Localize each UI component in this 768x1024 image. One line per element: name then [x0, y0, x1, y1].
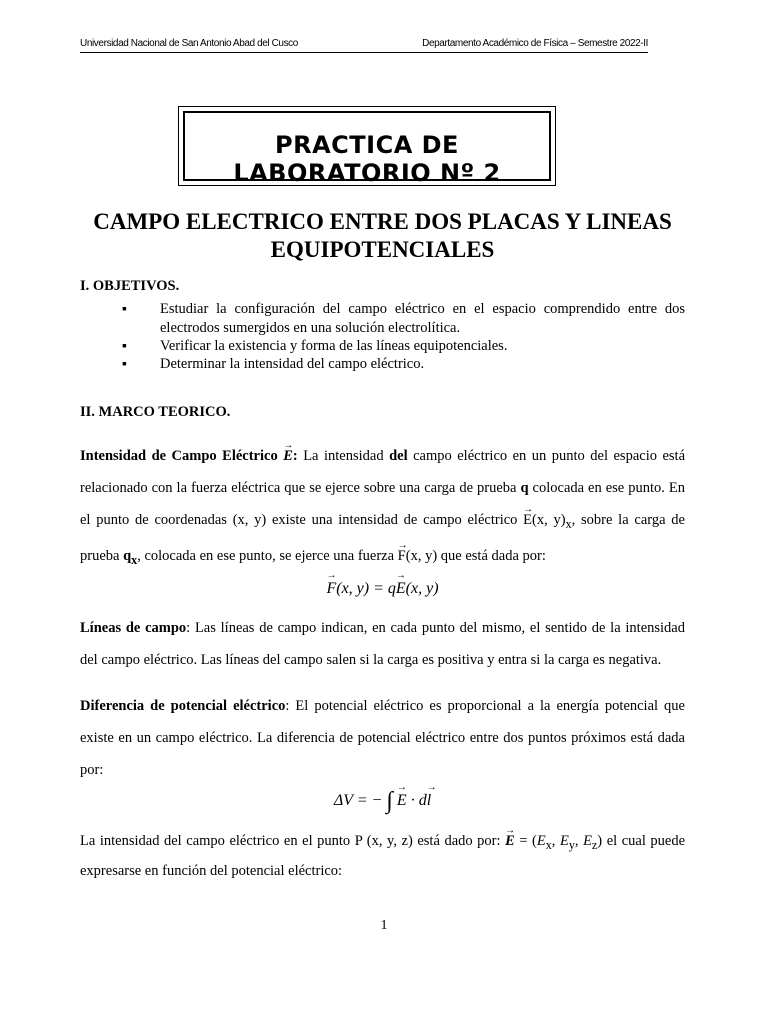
- eq2-lhs: ΔV = −: [333, 792, 383, 809]
- main-title-line2: EQUIPOTENCIALES: [270, 237, 495, 262]
- component-ez-sub: z: [591, 837, 598, 852]
- field-lines-text: : Las líneas de campo indican, en cada punto del mismo, el sentido de la intensidad del campo eléctrico. Las líneas del campo salen si la carga es positiva y entra si la carga es negativa.: [80, 620, 685, 668]
- component-ey-sub: y: [568, 837, 575, 852]
- field-intensity-term: Intensidad de Campo Eléctrico: [80, 448, 284, 464]
- page-header: [80, 38, 648, 53]
- section-theory-heading: II. MARCO TEORICO.: [80, 404, 231, 420]
- component-ey: E: [559, 833, 569, 849]
- equation-force: [80, 580, 685, 598]
- paragraph-field-components: La intensidad del campo eléctrico en el punto P (x, y, z) está dado por: → $E = (E_x$, $E_y$, $E_z$) el cual puede expresarse en función del potencial eléctrico:: [80, 828, 685, 884]
- p4-text1: La intensidad del campo eléctrico en el punto P (x, y, z) está dado por:: [80, 833, 506, 849]
- objective-3: Determinar la intensidad del campo eléctrico.: [160, 356, 425, 372]
- eq2-vector-l: → l: [427, 792, 431, 810]
- bullet-3: ▪: [122, 357, 127, 372]
- main-title-line1: CAMPO ELECTRICO ENTRE DOS PLACAS Y LINEAS: [93, 209, 672, 234]
- header-university: Universidad Nacional de San Antonio Abad del Cusco: [80, 38, 298, 49]
- eq1-vector-f: → F: [326, 580, 336, 598]
- objective-2: Verificar la existencia y forma de las líneas equipotenciales.: [160, 338, 508, 354]
- section-objectives-heading: I. OBJETIVOS.: [80, 278, 180, 294]
- eq1-middle: (x, y) = q: [336, 580, 396, 597]
- objective-1: Estudiar la configuración del campo eléctrico en el espacio comprendido entre dos electrodos sumergidos en una solución electrolítica.: [160, 301, 685, 336]
- main-title: [80, 208, 685, 264]
- page-number: 1: [380, 918, 388, 933]
- charge-qx-sub: x: [131, 552, 138, 567]
- paragraph-potential-difference: [80, 690, 685, 786]
- lab-title-box: [178, 106, 556, 186]
- component-ez: E: [583, 833, 592, 849]
- eq2-dot: · d: [406, 792, 427, 809]
- vector-f-inline: → F: [398, 540, 406, 572]
- eq1-vector-e: → E: [396, 580, 406, 598]
- p4-eq: = (: [514, 833, 537, 849]
- potential-difference-term: Diferencia de potencial eléctrico: [80, 698, 286, 714]
- paragraph-field-intensity: [80, 440, 685, 576]
- eq2-vector-e: → E: [397, 792, 407, 810]
- potential-difference-text: : El potencial eléctrico es proporcional a la energía potencial que existe en un campo eléctrico. La diferencia de potencial eléctrico entre dos puntos próximos está dada por:: [80, 698, 685, 778]
- paragraph-field-lines: [80, 612, 685, 676]
- component-ex-sub: x: [545, 837, 552, 852]
- lab-title: PRACTICA DE LABORATORIO Nº 2: [233, 131, 501, 187]
- bullet-2: ▪: [122, 339, 127, 354]
- p4-text2: el cual puede expresarse en función del potencial eléctrico:: [80, 833, 686, 879]
- colon: :: [292, 448, 298, 464]
- p1-text4: (x, y): [532, 512, 566, 528]
- p1-text5: , sobre la carga de prueba: [80, 512, 685, 564]
- sub-x: x: [565, 516, 572, 531]
- integral-sign: ∫: [386, 788, 393, 814]
- p1-bold-del: del: [389, 448, 408, 464]
- charge-qx-q: q: [123, 547, 132, 564]
- p4-vector-e: → E: [505, 828, 515, 854]
- p4-close: ): [597, 833, 603, 849]
- field-lines-term: Líneas de campo: [80, 620, 187, 636]
- component-ex: E: [536, 833, 546, 849]
- header-department: Departamento Académico de Física – Semestre 2022-II: [422, 38, 648, 49]
- p1-text6: , colocada en ese punto, se ejerce una fuerza: [137, 547, 398, 564]
- vector-e-inline: → E: [523, 504, 532, 536]
- equation-potential: [80, 785, 685, 812]
- p1-text3: colocada en ese punto. En el punto de coordenadas (x, y) existe una intensidad de campo eléctrico: [80, 480, 685, 528]
- p1-text7: (x, y) que está dada por:: [405, 547, 546, 564]
- bullet-1: ▪: [122, 302, 127, 317]
- eq1-rhs: (x, y): [405, 580, 439, 597]
- p1-text2: campo eléctrico en un punto del espacio está relacionado con la fuerza eléctrica que se ejerce sobre una carga de prueba: [80, 448, 686, 496]
- p1-text1: La intensidad: [297, 448, 390, 464]
- vector-e-symbol: → E: [283, 440, 293, 472]
- charge-q: q: [520, 480, 529, 496]
